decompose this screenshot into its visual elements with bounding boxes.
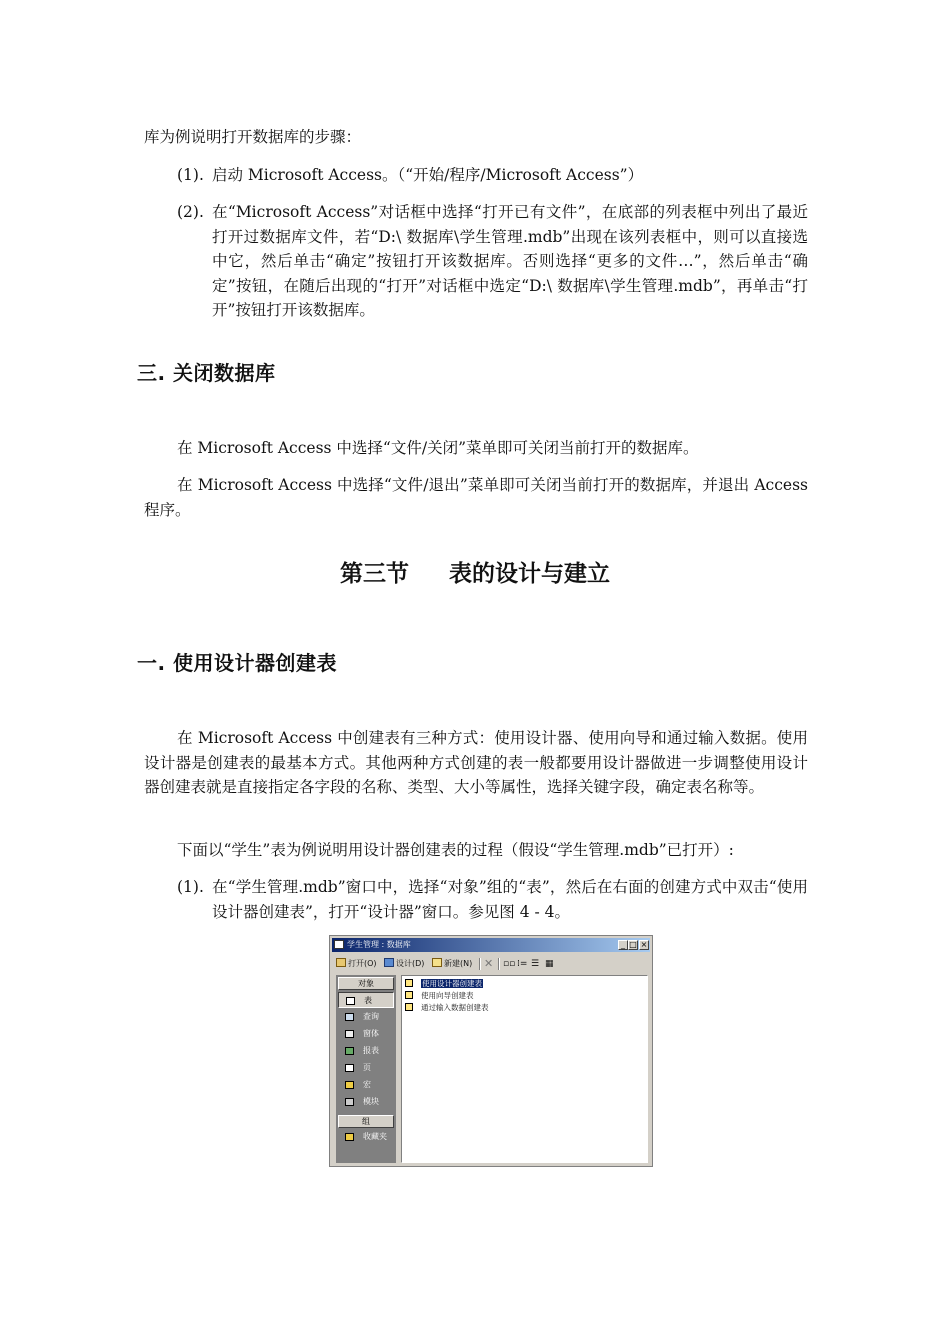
open-icon bbox=[336, 958, 346, 967]
open-button[interactable]: 打开(O) bbox=[336, 957, 377, 971]
intro-line: 库为例说明打开数据库的步骤： bbox=[144, 128, 362, 146]
step-number: (2). bbox=[177, 203, 204, 221]
section-heading-designer: 一. 使用设计器创建表 bbox=[137, 651, 338, 675]
step-number: (1). bbox=[177, 878, 204, 896]
close-para-1: 在 Microsoft Access 中选择“文件/关闭”菜单即可关闭当前打开的数据库。 bbox=[177, 439, 699, 457]
design-button[interactable]: 设计(D) bbox=[384, 957, 424, 971]
list-icon[interactable]: ☰ bbox=[531, 959, 540, 969]
minimize-button[interactable]: _ bbox=[618, 940, 628, 950]
list-item-create-by-entering-data[interactable]: 通过输入数据创建表 bbox=[405, 1002, 489, 1013]
designer-para-2: 下面以“学生”表为例说明用设计器创建表的过程（假设“学生管理.mdb”已打开）: bbox=[177, 841, 734, 859]
object-forms[interactable]: 窗体 bbox=[338, 1026, 394, 1042]
list-item-create-in-design-view[interactable]: 使用设计器创建表 bbox=[405, 978, 483, 989]
step-text: 在“学生管理.mdb”窗口中，选择“对象”组的“表”，然后在右面的创建方式中双击“使用设计器创建表”，打开“设计器”窗口。参见图 4 - 4。 bbox=[212, 878, 808, 921]
query-icon bbox=[345, 1013, 354, 1021]
favorites-folder-icon bbox=[345, 1133, 354, 1141]
delete-icon[interactable]: ✕ bbox=[484, 957, 494, 970]
chapter-number: 第三节 bbox=[340, 561, 409, 587]
objects-bar bbox=[336, 975, 396, 1163]
object-tables[interactable]: 表 bbox=[338, 992, 394, 1008]
new-button[interactable]: 新建(N) bbox=[432, 957, 472, 971]
macro-icon bbox=[345, 1081, 354, 1089]
object-queries[interactable]: 查询 bbox=[338, 1009, 394, 1025]
section-heading-close: 三. 关闭数据库 bbox=[137, 361, 276, 385]
object-macros[interactable]: 宏 bbox=[338, 1077, 394, 1093]
create-table-icon bbox=[405, 991, 413, 999]
form-icon bbox=[345, 1030, 354, 1038]
object-pages[interactable]: 页 bbox=[338, 1060, 394, 1076]
step-text: 启动 Microsoft Access。（“开始/程序/Microsoft Access”） bbox=[212, 166, 644, 184]
groups-header[interactable]: 组 bbox=[338, 1115, 394, 1128]
title-bar bbox=[332, 938, 650, 952]
list-item-create-by-wizard[interactable]: 使用向导创建表 bbox=[405, 990, 474, 1001]
toolbar bbox=[333, 955, 649, 973]
new-icon bbox=[432, 958, 442, 967]
object-list bbox=[401, 975, 648, 1163]
large-icons-icon[interactable]: ▫▫ bbox=[503, 959, 516, 969]
objects-header[interactable]: 对象 bbox=[338, 977, 394, 990]
database-window-figure bbox=[329, 935, 653, 1167]
chapter-title: 表的设计与建立 bbox=[449, 561, 610, 587]
step-number: (1). bbox=[177, 166, 204, 184]
create-table-icon bbox=[405, 1003, 413, 1011]
step-text: 在“Microsoft Access”对话框中选择“打开已有文件”，在底部的列表框中列出了最近打开过数据库文件，若“D:\ 数据库\学生管理.mdb”出现在该列表框中，则可以直接选中它，然后单击“确定”按钮打开该数据库。否则选择“更多的文件…”，然后单击“确定”按钮，在随后出现的“打开”对话框中选定“D:\ 数据库\学生管理.mdb”，再单击“打开”按钮打开该数据库。 bbox=[212, 203, 808, 319]
module-icon bbox=[345, 1098, 354, 1106]
window-title: 学生管理 : 数据库 bbox=[347, 940, 411, 949]
maximize-button[interactable]: □ bbox=[629, 940, 637, 949]
design-icon bbox=[384, 958, 394, 967]
object-modules[interactable]: 模块 bbox=[338, 1094, 394, 1110]
group-favorites[interactable]: 收藏夹 bbox=[338, 1129, 394, 1145]
close-para-2: 在 Microsoft Access 中选择“文件/退出”菜单即可关闭当前打开的数据库，并退出 Access 程序。 bbox=[144, 476, 808, 519]
page-icon bbox=[345, 1064, 354, 1072]
small-icons-icon[interactable]: ⁞= bbox=[517, 959, 528, 969]
create-table-icon bbox=[405, 979, 413, 987]
details-icon[interactable]: ▦ bbox=[545, 959, 554, 969]
table-icon bbox=[346, 997, 355, 1005]
object-reports[interactable]: 报表 bbox=[338, 1043, 394, 1059]
designer-para-1: 在 Microsoft Access 中创建表有三种方式：使用设计器、使用向导和通过输入数据。使用设计器是创建表的最基本方式。其他两种方式创建的表一般都要用设计器做进一步调整使用设计器创建表就是直接指定各字段的名称、类型、大小等属性，选择关键字段，确定表名称等。 bbox=[144, 729, 808, 796]
close-button[interactable]: × bbox=[640, 940, 648, 949]
report-icon bbox=[345, 1047, 354, 1055]
chapter-heading bbox=[0, 555, 950, 588]
database-icon bbox=[334, 940, 344, 949]
